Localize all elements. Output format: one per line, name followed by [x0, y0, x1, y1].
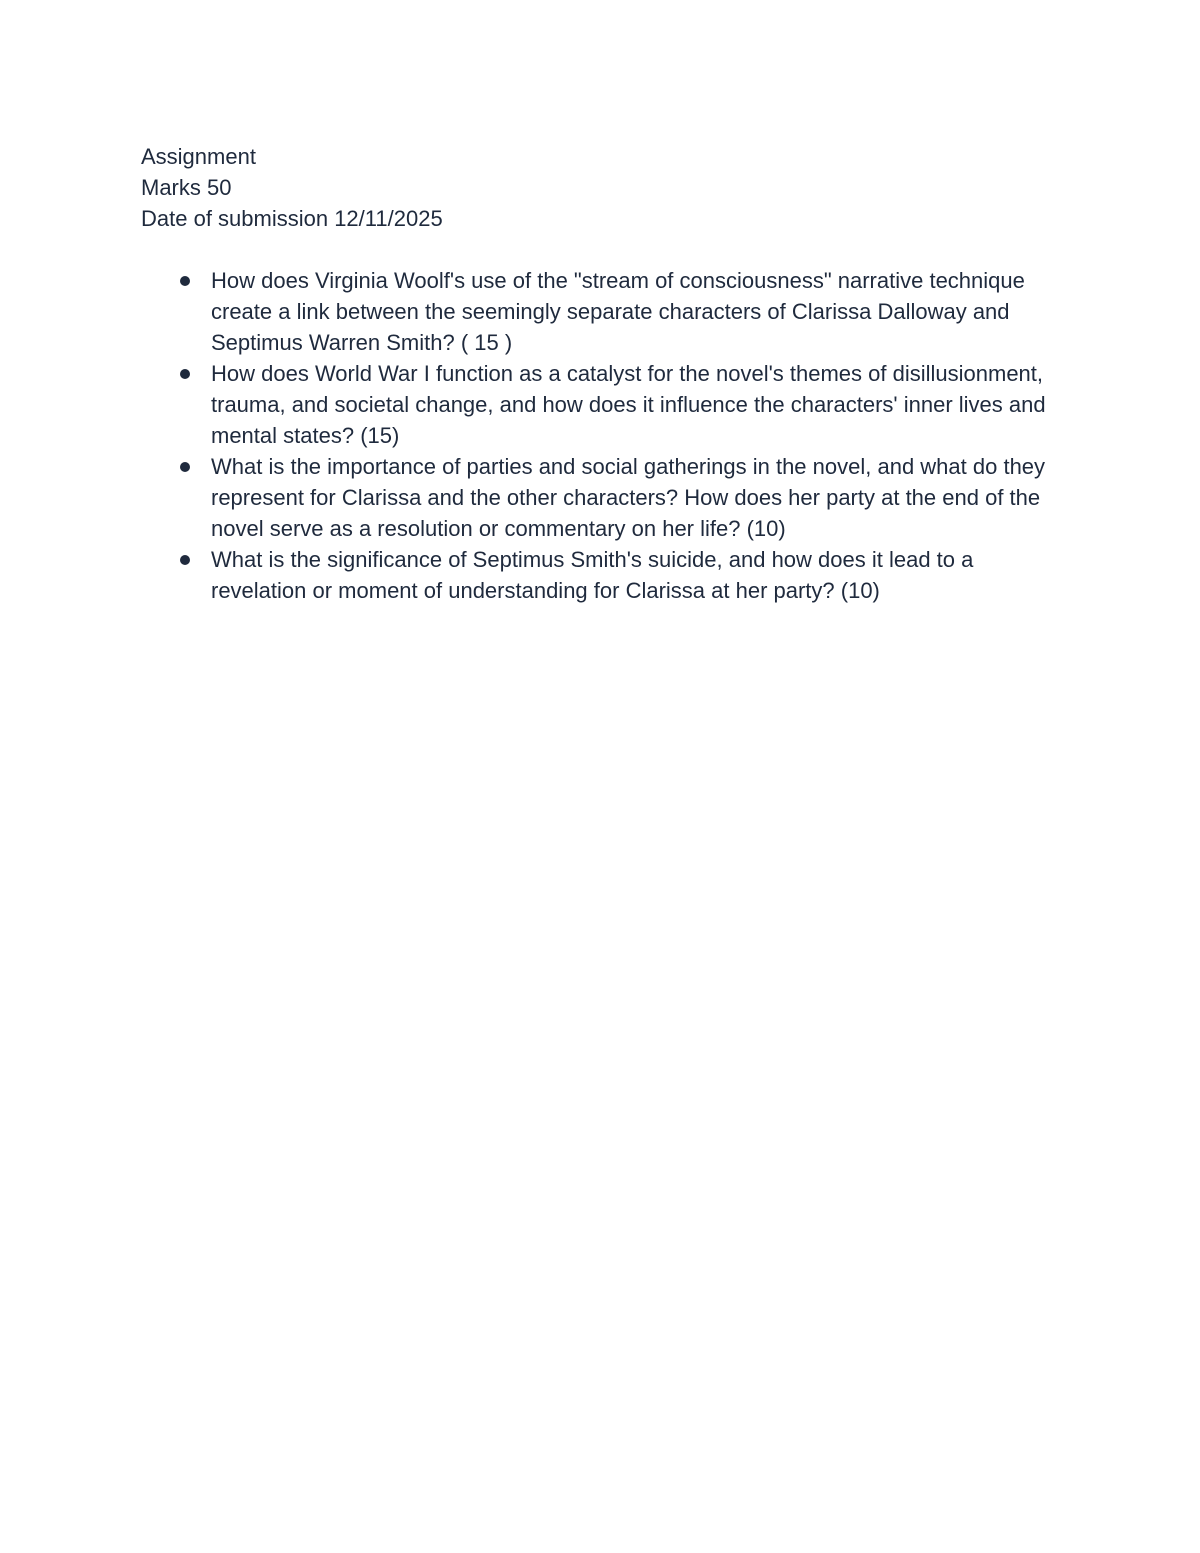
- question-text: How does Virginia Woolf's use of the "stream of consciousness" narrative technique create a link between the seemingly separate characters of Clarissa Dalloway and Septimus Warren Smith? ( 15 ): [211, 268, 1025, 355]
- question-item: [141, 358, 1071, 451]
- bullet-icon: [180, 462, 190, 472]
- question-text: How does World War I function as a catalyst for the novel's themes of disillusionment, trauma, and societal change, and how does it influence the characters' inner lives and mental states? (15): [211, 361, 1046, 448]
- bullet-icon: [180, 369, 190, 379]
- question-text: What is the importance of parties and social gatherings in the novel, and what do they represent for Clarissa and the other characters? How does her party at the end of the novel serve as a resolution or commentary on her life? (10): [211, 454, 1046, 541]
- bullet-icon: [180, 555, 190, 565]
- assignment-title: Assignment: [141, 144, 256, 169]
- question-item: [141, 544, 1071, 606]
- submission-date-line: Date of submission 12/11/2025: [141, 206, 443, 231]
- bullet-icon: [180, 276, 190, 286]
- marks-line: Marks 50: [141, 175, 232, 200]
- question-text: What is the significance of Septimus Smith's suicide, and how does it lead to a revelation or moment of understanding for Clarissa at her party? (10): [211, 547, 974, 603]
- question-item: [141, 451, 1071, 544]
- question-item: [141, 265, 1071, 358]
- assignment-header: [141, 141, 1061, 234]
- question-list: [141, 265, 1071, 606]
